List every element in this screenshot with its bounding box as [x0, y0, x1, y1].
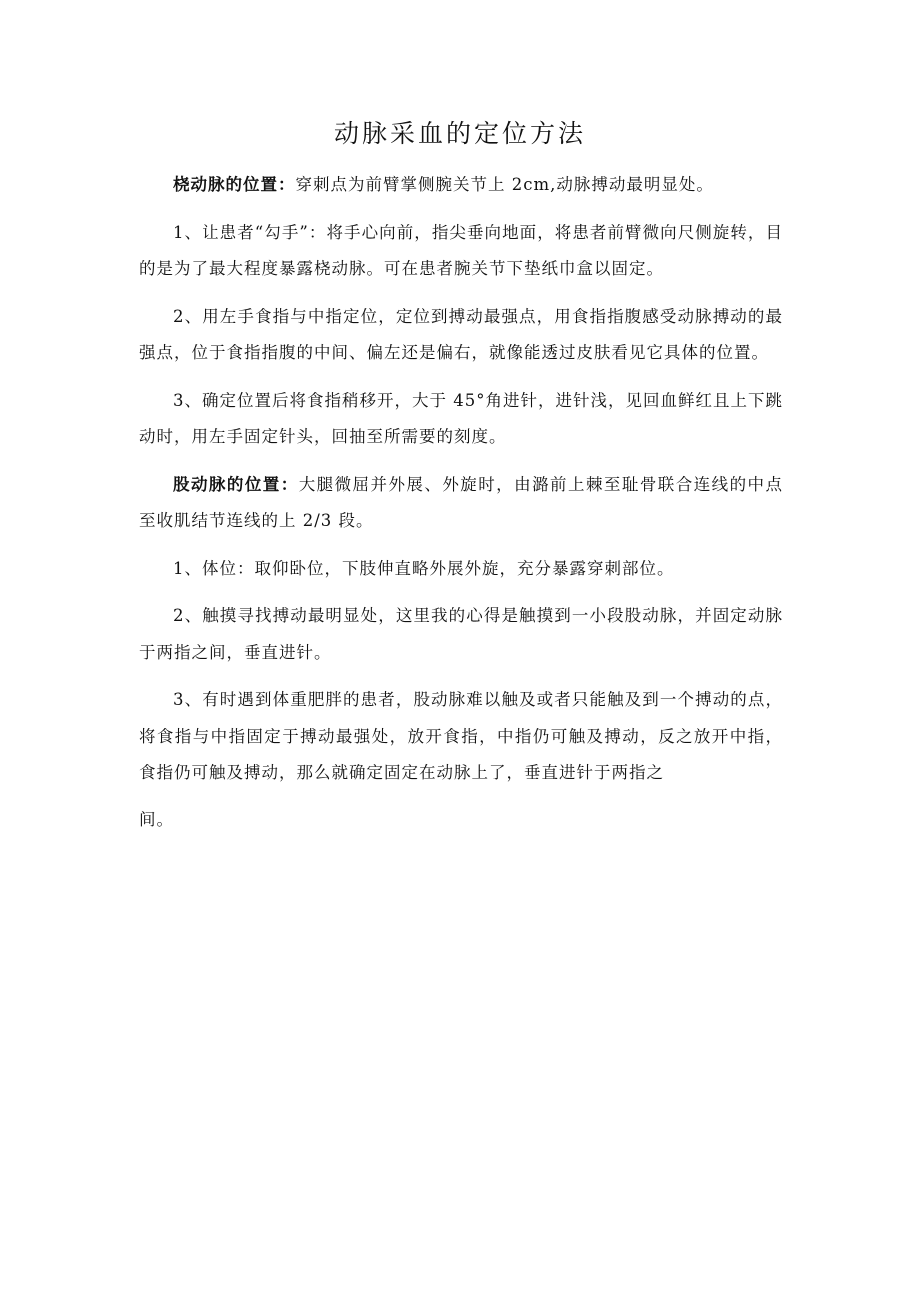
radial-position-text: 穿刺点为前臂掌侧腕关节上 2cm,动脉搏动最明显处。 — [295, 175, 714, 194]
femoral-step-3: 3、有时遇到体重肥胖的患者，股动脉难以触及或者只能触及到一个搏动的点，将食指与中指固定于搏动最强处，放开食指，中指仍可触及搏动，反之放开中指，食指仍可触及搏动，那么就确定固定在动脉上了，垂直进针于两指之 — [139, 690, 783, 782]
radial-step-2: 2、用左手食指与中指定位，定位到搏动最强点，用食指指腹感受动脉搏动的最强点，位于食指指腹的中间、偏左还是偏右，就像能透过皮肤看见它具体的位置。 — [139, 306, 783, 362]
radial-position-label: 桡动脉的位置： — [173, 175, 296, 194]
radial-step-3: 3、确定位置后将食指稍移开，大于 45°角进针，进针浅，见回血鲜红且上下跳动时，用左手固定针头，回抽至所需要的刻度。 — [139, 390, 783, 446]
document-title: 动脉采血的定位方法 — [333, 119, 586, 148]
femoral-position-label: 股动脉的位置： — [173, 474, 299, 494]
femoral-step-1: 1、体位：取仰卧位，下肢伸直略外展外旋，充分暴露穿刺部位。 — [173, 558, 675, 578]
femoral-step-2: 2、触摸寻找搏动最明显处，这里我的心得是触摸到一小段股动脉，并固定动脉于两指之间，垂直进针。 — [139, 606, 783, 662]
radial-step-1: 1、让患者“勾手”：将手心向前，指尖垂向地面，将患者前臂微向尺侧旋转，目的是为了最大程度暴露桡动脉。可在患者腕关节下垫纸巾盒以固定。 — [139, 222, 783, 278]
document-body — [139, 167, 783, 849]
femoral-step-3-tail: 间。 — [139, 809, 174, 829]
radial-intro-paragraph — [139, 167, 783, 204]
femoral-position-text: 大腿微屈并外展、外旋时，由潞前上棘至耻骨联合连线的中点至收肌结节连线的上 2/3 段。 — [139, 474, 784, 530]
femoral-intro-paragraph — [139, 467, 783, 540]
